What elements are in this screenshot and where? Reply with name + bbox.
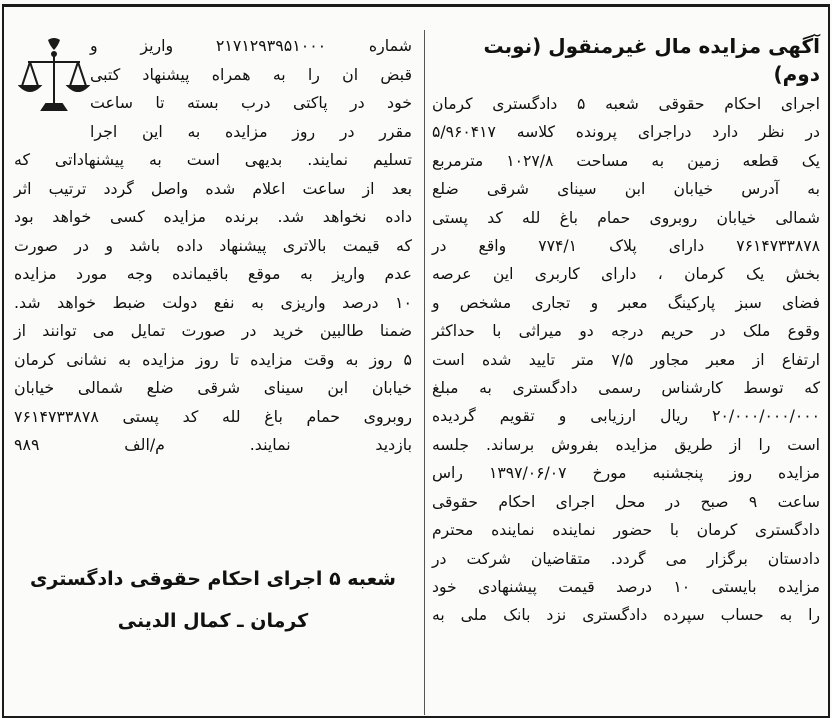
notice-text-line: تسلیم نمایند. بدیهی است به پیشنهاداتی که (14, 150, 412, 169)
notice-text-line: خیابان ابن سینای شرقی ضلع شمالی خیابان (14, 378, 412, 397)
notice-text-line: در نظر دارد دراجرای پرونده کلاسه ۵/۹۶۰۴۱۷ (432, 123, 820, 142)
left-border (2, 4, 4, 718)
notice-text-line: که توسط کارشناس رسمی دادگستری به مبلغ (432, 379, 820, 398)
notice-text-line: مقرر در روز مزایده به این اجرا (90, 121, 412, 141)
notice-text-line: ۱۰ درصد واریزی به نفع دولت ضبط خواهد شد. (14, 292, 412, 312)
notice-text-line: مزایده روز پنجشنبه مورخ ۱۳۹۷/۰۶/۰۷ راس (432, 464, 821, 483)
notice-text-line: فضای سبز پارکینگ معبر و تجاری مشخص و (432, 293, 820, 312)
left-column-text (14, 146, 412, 460)
notice-text-line: مزایده بایستی ۱۰ درصد قیمت پیشنهادی خود (432, 577, 820, 596)
notice-text-line: ۷۶۱۴۷۳۳۸۷۸ دارای پلاک ۷۷۴/۱ واقع در (432, 237, 820, 256)
column-divider (424, 30, 425, 715)
notice-text-line: است را از طریق مزایده بفروش برساند. جلسه (432, 435, 820, 454)
notice-text-line: ۲۰/۰۰۰/۰۰۰/۰۰۰ ریال ارزیابی و تقویم گردیده (432, 407, 820, 426)
signature-name: کرمان ـ کمال الدینی (117, 610, 309, 632)
right-column-text (432, 90, 820, 630)
notice-text-line: ارتفاع از معبر مجاور ۷/۵ متر تایید شده است (432, 350, 820, 369)
notice-text-line: دادگستری کرمان با حضور نماینده نماینده محترم (432, 521, 820, 540)
left-column-top-text (90, 32, 412, 146)
notice-text-line: ضمنا طالبین خرید در صورت تمایل می توانند از (14, 321, 412, 340)
notice-text-line: وقوع ملک در حریم درجه دو میراثی با حداکثر (432, 322, 820, 341)
right-border (828, 4, 830, 718)
notice-text-line: اجرای احکام حقوقی شعبه ۵ دادگستری کرمان (432, 95, 820, 113)
notice-text-line: بعد از ساعت اعلام شده واصل گردد ترتیب اثر (14, 178, 412, 198)
notice-text-line: به آدرس خیابان ابن سینای شرقی ضلع (432, 180, 820, 199)
notice-text-line: بخش یک کرمان ، دارای کاربری این عرصه (432, 265, 820, 284)
notice-title: آگهی مزایده مال غیرمنقول (نوبت دوم) (483, 34, 820, 86)
notice-text-line: شمالی خیابان روبروی حمام باغ لله کد پستی (432, 208, 820, 227)
notice-text-line: عدم واریز به موقع باقیمانده وجه مورد مزایده (14, 264, 412, 283)
notice-text-line: شماره ۲۱۷۱۲۹۳۹۵۱۰۰۰ واریز و (90, 36, 412, 55)
notice-text-line: ساعت ۹ صبح در محل اجرای احکام حقوقی (432, 492, 820, 511)
notice-text-line: قبض ان را به همراه پیشنهاد کتبی (90, 64, 412, 84)
top-border (2, 4, 830, 7)
signature-office: شعبه ۵ اجرای احکام حقوقی دادگستری (30, 568, 396, 590)
notice-text-line: بازدید نمایند. م/الف ۹۸۹ (14, 435, 412, 454)
notice-text-line: دادستان برگزار می گردد. متقاضیان شرکت در (432, 549, 820, 568)
notice-text-line: ۵ روز به وقت مزایده تا روز مزایده به نشانی کرمان (14, 349, 412, 369)
notice-text-line: که قیمت بالاتری پیشنهاد داده باشد و در صورت (14, 235, 412, 255)
right-column (432, 32, 820, 630)
notice-text-line: یک قطعه زمین به مساحت ۱۰۲۷/۸ مترمربع (432, 151, 820, 170)
notice-text-line: را به حساب سپرده دادگستری نزد بانک ملی به (432, 606, 820, 625)
left-column (14, 32, 412, 460)
notice-text-line: روبروی حمام باغ لله کد پستی ۷۶۱۴۷۳۳۸۷۸ (14, 406, 412, 426)
notice-text-line: داده نخواهد شد. برنده مزایده کسی خواهد بود (14, 207, 412, 226)
notice-text-line: خود در پاکتی درب بسته تا ساعت (90, 93, 412, 112)
